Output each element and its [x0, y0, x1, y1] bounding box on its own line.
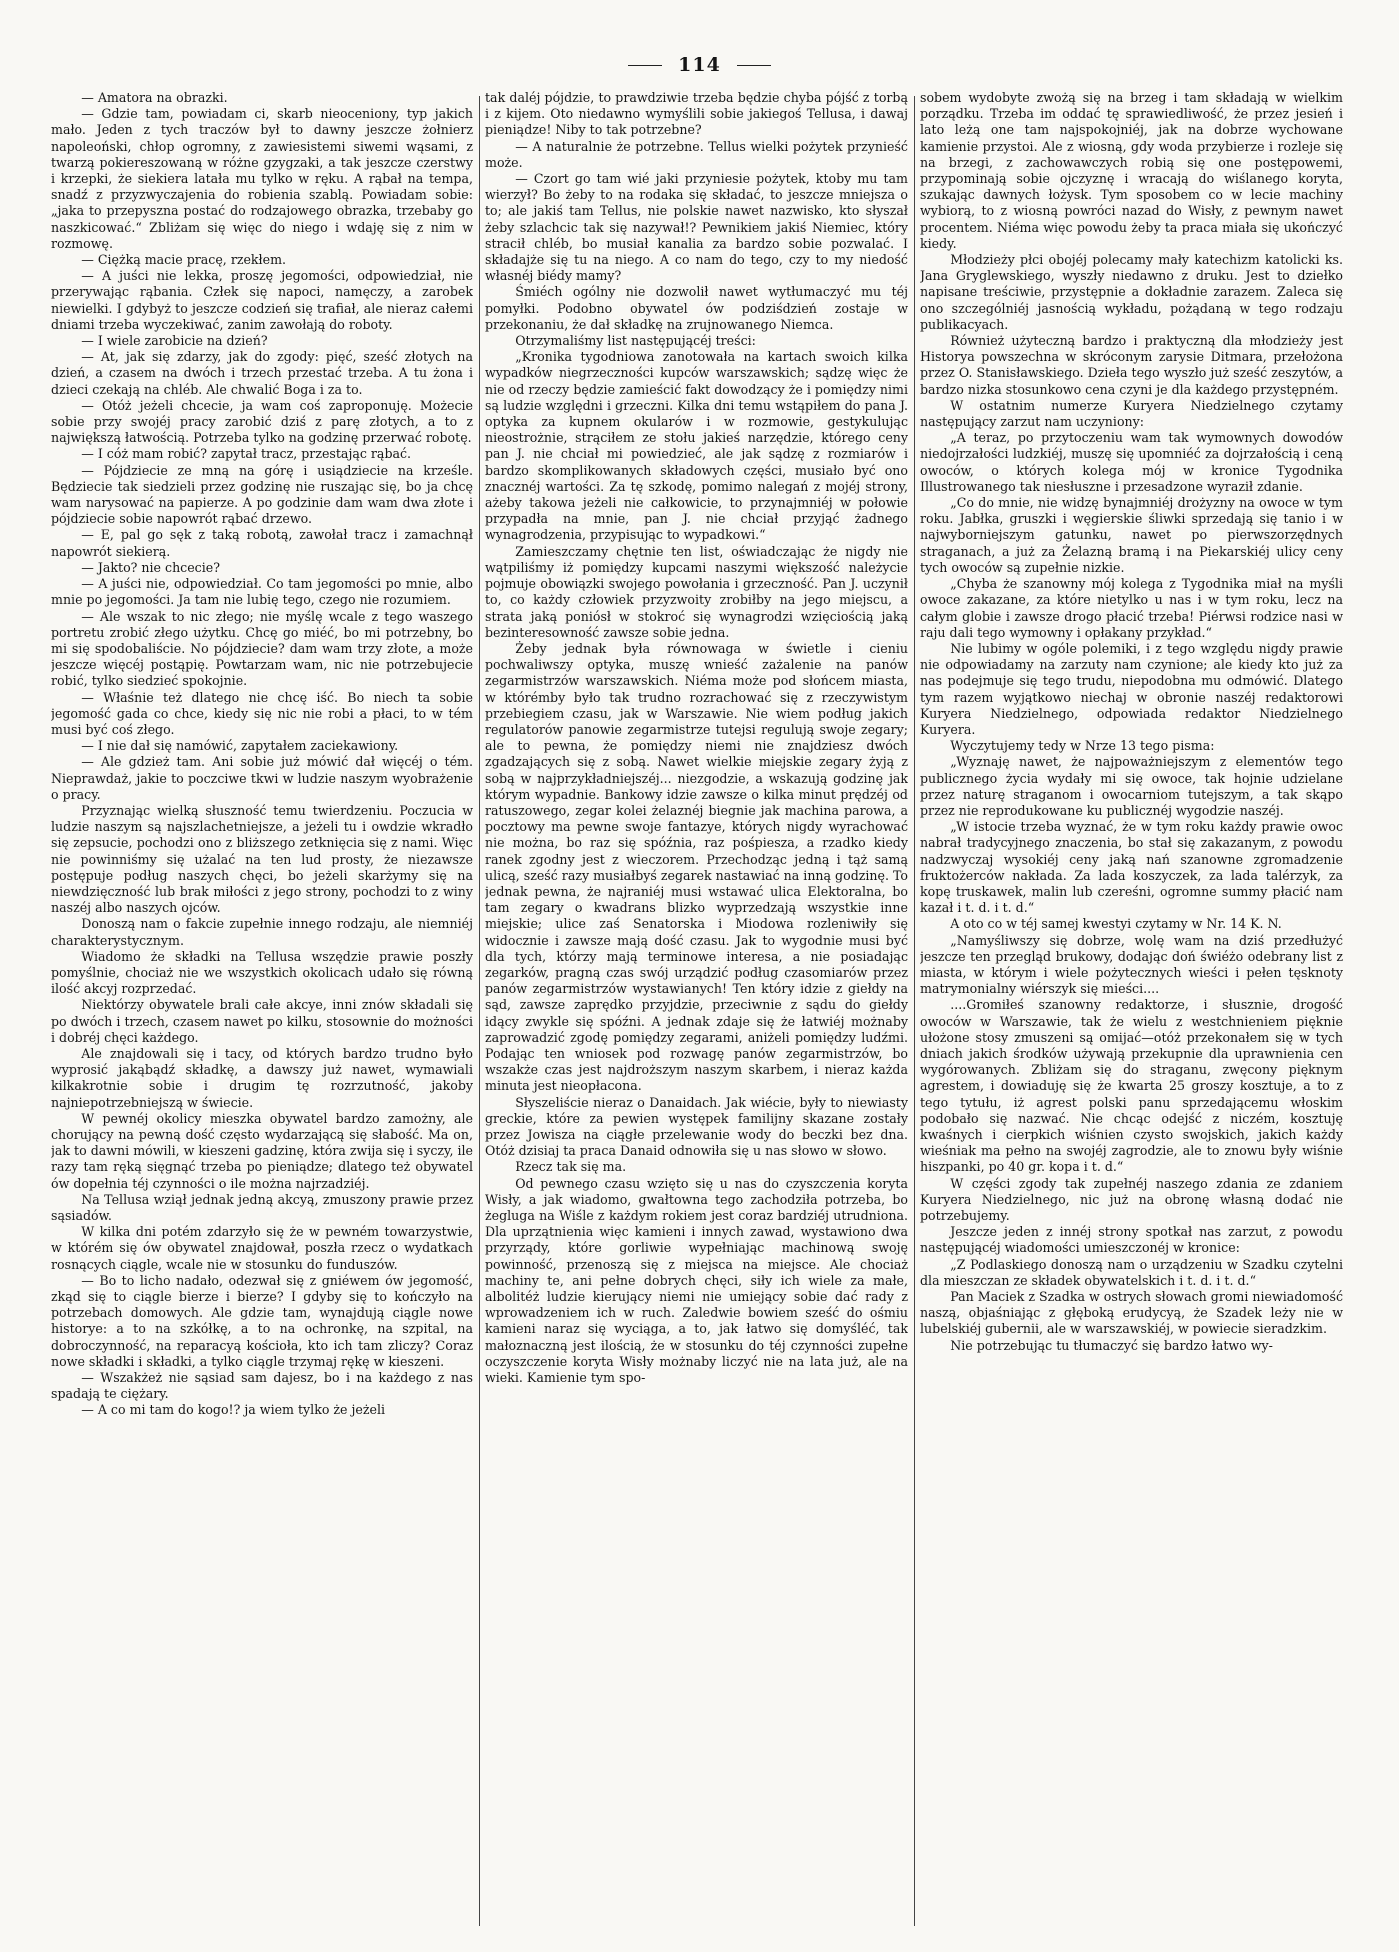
paragraph: — Amatora na obrazki.: [81, 90, 228, 105]
paragraph: „Chyba że szanowny mój kolega z Tygodnika miał na myśli owoce zakazane, za które nietylko u nas i w tym roku, lecz na całym globie i zawsze drogo płacić trzeba! Piérwsi rodzice nasi w raju dali tego wymowny i opłakany przykład.“: [920, 576, 1343, 640]
paragraph: Słyszeliście nieraz o Danaidach. Jak wiécie, były to niewiasty greckie, które za pewien występek familijny skazane zostały przez Jowisza na ciągłe przelewanie wody do beczki bez dna. Otóż dzisiaj ta praca Danaid odnowiła się u nas słowo w słowo.: [485, 1094, 908, 1159]
paragraph: — Wszakżeż nie sąsiad sam dajesz, bo i na każdego z nas spadają te ciężary.: [51, 1370, 473, 1402]
paragraph: sobem wydobyte zwożą się na brzeg i tam składają w wielkim porządku. Trzeba im oddać tę sprawiedliwość, że przez jesień i lato leżą one tam najspokojniéj, jak na dobrze wychowane kamienie przystoi. Ale z wiosną, gdy woda przybierze i rozleje się na brzegi, z zachowawczych robią się one postępowemi, przypominają sobie ojczyznę i wracają do wiślanego koryta, szukając dawnych łożysk. Tym sposobem co w lecie machiny wybiorą, to z wiosną powróci nazad do Wisły, z pewnym nawet procentem. Niéma więc powodu żeby ta praca miała się ukończyć kiedy.: [920, 90, 1343, 251]
paragraph: Rzecz tak się ma.: [515, 1159, 627, 1175]
paragraph: — Gdzie tam, powiadam ci, skarb nieoceniony, typ jakich mało. Jeden z tych traczów był to dawny jeszcze żołnierz napoleoński, chłop ogromny, z zawiesistemi siwemi wąsami, z twarzą pokiereszowaną w różne gzygzaki, a tak jeszcze czerstwy i krzepki, że siekiera latała mu tylko w ręku. A rąbał na tempa, snadź z przyzwyczajenia do robienia szablą. Powiadam sobie: „jaka to przepyszna postać do rodzajowego obrazka, trzebaby go naszkicować.“ Zbliżam się więc do niego i wdaję się z nim w rozmowę.: [51, 106, 473, 251]
paragraph: Niektórzy obywatele brali całe akcye, inni znów składali się po dwóch i trzech, czasem nawet po kilku, stosownie do możności i dobréj chęci każdego.: [51, 997, 473, 1045]
paragraph: — Bo to licho nadało, odezwał się z gniéwem ów jegomość, zkąd się to ciągle bierze i bierze? I gdyby się to kończyło na potrzebach domowych. Ale gdzie tam, wynajdują ciągle nowe historye: a to na szkółkę, a to na ochronkę, na szpital, na dobroczynność, na reparacyą kościoła, kto ich tam zliczy? Coraz nowe składki i składki, a tylko ciągle trzymaj rękę w kieszeni.: [51, 1272, 473, 1369]
paragraph: „Wyznaję nawet, że najpoważniejszym z elementów tego publicznego życia wydały mi się owoce, tak hojnie udzielane przez naturę straganom i owocarniom tutejszym, a tak skąpo przez nie reprodukowane ku publicznéj wygodzie naszéj.: [920, 754, 1343, 818]
paragraph: — Ale gdzież tam. Ani sobie już mówić dał więcéj o tém. Nieprawdaż, jakie to poczciwe tkwi w ludzie naszym wyobrażenie o pracy.: [51, 754, 473, 802]
paragraph: W pewnéj okolicy mieszka obywatel bardzo zamożny, ale chorujący na pewną dość często wydarzającą się słabość. Ma on, jak to dawni mówili, w kieszeni gadzinę, która zwija się i syczy, ile razy tam ręką sięgnąć trzeba po pieniądze; dlatego też obywatel ów dopełnia téj czynności o ile można najrzadziéj.: [51, 1110, 473, 1191]
paragraph: — I wiele zarobicie na dzień?: [81, 333, 268, 349]
column-divider: [914, 96, 915, 1926]
paragraph: Nie lubimy w ogóle polemiki, i z tego względu nigdy prawie nie odpowiadamy na zarzuty nam czynione; ale kiedy kto już za nas podejmuje się tego trudu, niepodobna mu odmówić. Dlatego tym razem wyjątkowo niechaj w obronie naszéj redaktorowi Kuryera Niedzielnego, odpowiada redaktor Niedzielnego Kuryera.: [920, 640, 1343, 737]
page-header: [0, 54, 1399, 76]
paragraph: — Jakto? nie chcecie?: [81, 559, 220, 575]
paragraph: W części zgody tak zupełnéj naszego zdania ze zdaniem Kuryera Niedzielnego, nic już na obronę własną dodać nie potrzebujemy.: [920, 1175, 1343, 1224]
paragraph: — I nie dał się namówić, zapytałem zaciekawiony.: [81, 738, 399, 754]
paragraph: Na Tellusa wziął jednak jedną akcyą, zmuszony prawie przez sąsiadów.: [51, 1191, 473, 1224]
paragraph: Żeby jednak była równowaga w świetle i cieniu pochwaliwszy optyka, muszę wnieść zażalenie na panów zegarmistrzów warszawskich. Niéma może pod słońcem miasta, w którémby było tak trudno rozrachować się z rzeczywistym przebiegiem czasu, jak w Warszawie. Nie wiem podług jakich regulatorów panowie zegarmistrze tutejsi regulują swoje zegary; ale to pewna, że pomiędzy niemi nie znajdziesz dwóch zgadzających się z sobą. Nawet wielkie miejskie zegary żyją z sobą w najprzykładniejszéj... niezgodzie, a wskazują godzinę jak którym wypadnie. Bankowy idzie zawsze o kilka minut prędzéj od ratuszowego, zegar kolei żelaznéj biegnie jak machina parowa, a pocztowy ma pewne swoje fantazye, których nigdy wyrachować nie można, bo raz się spóźnia, raz pośpiesza, a rzadko kiedy ranek zgodny jest z wieczorem. Przechodząc jedną i tąż samą ulicą, sześć razy musiałbyś zegarek nastawiać na inną godzinę. To jednak pewna, że najraniéj musi wstawać ulica Elektoralna, bo tam zegary o kwadrans blizko wyprzedzają wszystkie inne miejskie; ulice zaś Senatorska i Miodowa rozleniwiły się widocznie i zawsze mają dość czasu. Jak to wygodnie musi być dla tych, którzy mają terminowe interesa, a nie posiadając zegarków, pragną czas swój urządzić podług czasomiarów przez panów zegarmistrzów wystawianych! Ten który idzie z giełdy na sąd, zawsze zaprędko przyjdzie, przeciwnie z sądu do giełdy idący zwykle się spóźni. A jednak zdaje się że łatwiéj możnaby zaprowadzić zgodę pomiędzy zegarami, aniżeli pomiędzy ludźmi. Podając ten wniosek pod rozwagę panów zegarmistrzów, bo wszakże czas jest najdroższym naszym skarbem, i nieraz każda minuta jest nieopłacona.: [485, 640, 908, 1094]
paragraph: A oto co w téj samej kwestyi czytamy w Nr. 14 K. N.: [950, 916, 1282, 932]
paragraph: tak daléj pójdzie, to prawdziwie trzeba będzie chyba pójść z torbą i z kijem. Oto niedawno wymyślili sobie jakiegoś Tellusa, i dawaj pieniądze! Niby to tak potrzebne?: [485, 90, 908, 138]
paragraph: „W istocie trzeba wyznać, że w tym roku każdy prawie owoc nabrał tradycyjnego znaczenia, bo stał się zakazanym, z powodu nadzwyczaj wysokiéj ceny jaką nań szanowne zgromadzenie fruktożerców nakłada. Za lada koszyczek, za lada talérzyk, za kopę truskawek, malin lub czereśni, ogromne summy płacić nam kazał i t. d. i t. d.“: [920, 819, 1343, 916]
paragraph: „Z Podlaskiego donoszą nam o urządzeniu w Szadku czytelni dla mieszczan ze składek obywatelskich i t. d. i t. d.“: [920, 1256, 1343, 1288]
paragraph: Pan Maciek z Szadka w ostrych słowach gromi niewiadomość naszą, objaśniając z głęboką erudycyą, że Szadek leży nie w lubelskiéj gubernii, ale w warszawskiéj, w powiecie sieradzkim.: [920, 1289, 1343, 1337]
paragraph: — A naturalnie że potrzebne. Tellus wielki pożytek przynieść może.: [485, 138, 908, 170]
paragraph: — A co mi tam do kogo!? ja wiem tylko że jeżeli: [81, 1402, 386, 1418]
paragraph: Wyczytujemy tedy w Nrze 13 tego pisma:: [950, 738, 1215, 754]
paragraph: — Ale wszak to nic złego; nie myślę wcale z tego waszego portretu zrobić złego użytku. Chcę go miéć, bo mi potrzebny, bo mi się spodobaliście. No pójdziecie? dam wam trzy złote, a może jeszcze więcéj postąpię. Powtarzam wam, nic nie potrzebujecie robić, tylko siedzieć spokojnie.: [51, 608, 473, 689]
column-divider: [479, 96, 480, 1926]
paragraph: Przyznając wielką słuszność temu twierdzeniu. Poczucia w ludzie naszym są najszlachetniejsze, a jeżeli tu i owdzie wkradło się zepsucie, pochodzi ono z bliższego zetknięcia się z nami. Więc nie powinniśmy się użalać na ten lud prosty, że niezawsze postępuje podług naszych chęci, bo jeżeli skarżymy się na niewdzięczność lub brak miłości z jego strony, pochodzi to z winy naszéj albo naszych ojców.: [51, 802, 473, 916]
paragraph: „Kronika tygodniowa zanotowała na kartach swoich kilka wypadków niegrzeczności kupców warszawskich; sądzę więc że nie od rzeczy będzie zamieścić fakt dowodzący że i pomiędzy nimi są ludzie względni i grzeczni. Kilka dni temu wstąpiłem do pana J. optyka za kupnem okularów i w rozmowie, gestykulując nieostrożnie, strąciłem ze stołu jakieś narzędzie, którego ceny pan J. nie chciał mi powiedzieć, ale jak sądzę z rozmiarów i bardzo skomplikowanych składowych części, musiało być ono znacznéj wartości. Za tę szkodę, pomimo nalegań z mojéj strony, ażeby takowa jeżeli nie całkowicie, to przynajmniéj w połowie przypadła na mnie, pan J. nie chciał przyjąć żadnego wynagrodzenia, przypisując to wypadkowi.“: [485, 349, 908, 543]
paragraph: — Ciężką macie pracę, rzekłem.: [81, 252, 287, 268]
paragraph: — E, pal go sęk z taką robotą, zawołał tracz i zamachnął napowrót siekierą.: [51, 527, 473, 559]
paragraph: Nie potrzebując tu tłumaczyć się bardzo łatwo wy-: [950, 1337, 1273, 1353]
paragraph: W kilka dni potém zdarzyło się że w pewném towarzystwie, w którém się ów obywatel znajdował, poszła rzecz o wydatkach rosnących ciągle, wcale nie w stosunku do funduszów.: [51, 1224, 473, 1272]
paragraph: Ale znajdowali się i tacy, od których bardzo trudno było wyprosić jakąbądź składkę, a dawszy już nawet, wymawiali kilkakrotnie sobie i drugim tę rozrzutność, jakoby najniepotrzebniejszą w świecie.: [51, 1045, 473, 1110]
paragraph: — A juści nie lekka, proszę jegomości, odpowiedział, nie przerywając rąbania. Człek się napoci, namęczy, a zarobek niewielki. I gdybyż to jeszcze codzień się trafiał, ale nieraz całemi dniami trzeba wyczekiwać, zanim zawołają do roboty.: [51, 268, 473, 332]
paragraph: „Namyśliwszy się dobrze, wolę wam na dziś przedłużyć jeszcze ten przegląd brukowy, dodając doń świéżo odebrany list z miasta, w którym i wiele pożytecznych wieści i pełen tęsknoty matrymonialny wiérszyk się mieści....: [920, 932, 1343, 997]
header-rule-right: [737, 65, 771, 66]
paragraph: Donoszą nam o fakcie zupełnie innego rodzaju, ale niemniéj charakterystycznym.: [51, 916, 473, 948]
text-column-middle: [485, 90, 908, 1926]
text-column-right: [920, 90, 1343, 1926]
paragraph: „A teraz, po przytoczeniu wam tak wymownych dowodów niedojrzałości ludzkiéj, muszę się upomniéć za dojrzałością i ceną owoców, o których kolega mój w kronice Tygodnika Illustrowanego tak niesłuszne i przesadzone wyraził zdanie.: [920, 430, 1343, 494]
paragraph: Śmiéch ogólny nie dozwolił nawet wytłumaczyć mu téj pomyłki. Podobno obywatel ów podziśdzień zostaje w przekonaniu, że dał składkę na zrujnowanego Niemca.: [485, 284, 908, 332]
paragraph: Również użyteczną bardzo i praktyczną dla młodzieży jest Historya powszechna w skróconym zarysie Ditmara, przełożona przez O. Stanisławskiego. Dzieła tego wyszło już sześć zeszytów, a bardzo nizka stosunkowo cena czyni je dla każdego przystępném.: [920, 333, 1343, 397]
text-column-left: [51, 90, 473, 1926]
paragraph: — Czort go tam wié jaki przyniesie pożytek, ktoby mu tam wierzył? Bo żeby to na rodaka się składać, to jeszcze mniejsza o to; ale jakiś tam Tellus, nie polskie nawet nazwisko, kto słyszał żeby szlachcic tak się nazywał!? Pewnikiem jakiś Niemiec, który stracił chléb, bo musiał kanalia za bardzo sobie pozwalać. I składajże się tu na niego. A co nam do tego, czy to my niedość własnéj biédy mamy?: [485, 171, 908, 284]
paragraph: W ostatnim numerze Kuryera Niedzielnego czytamy następujący zarzut nam uczyniony:: [920, 397, 1343, 430]
paragraph: — Pójdziecie ze mną na górę i usiądziecie na krześle. Będziecie tak siedzieli przez godzinę nie ruszając się, bo ja chcę wam narysować na papierze. A po godzinie dam wam dwa złote i pójdziecie sobie napowrót rąbać drzewo.: [51, 462, 473, 527]
paragraph: ....Gromiłeś szanowny redaktorze, i słusznie, drogość owoców w Warszawie, tak że wielu z westchnieniem pięknie ułożone stosy zmuszeni są omijać—otóż przekonałem się w tych dniach jakich środków używają przekupnie dla uprawnienia cen wygórowanych. Zbliżam się do straganu, zwęcony pięknym agrestem, i dowiaduję się że kwarta 25 groszy kosztuje, a to z tego tytułu, iż agrest polski panu sprzedającemu włoskim podobało się nazwać. Nie chcąc odejść z niczém, kosztuję kwaśnych i cierpkich wiśnien czysto swojskich, jakich każdy wieśniak ma pełno na swojéj zagrodzie, ale to znowu były wiśnie hiszpanki, po 40 gr. kopa i t. d.“: [920, 997, 1343, 1175]
page-number: 114: [678, 54, 721, 76]
paragraph: Jeszcze jeden z innéj strony spotkał nas zarzut, z powodu następującéj wiadomości umieszczonéj w kronice:: [920, 1224, 1343, 1256]
paragraph: Otrzymaliśmy list następującéj treści:: [515, 333, 756, 349]
paragraph: — Właśnie też dlatego nie chcę iść. Bo niech ta sobie jegomość gada co chce, kiedy się nic nie robi a płaci, to w tém musi być coś złego.: [51, 689, 473, 737]
paragraph: — I cóż mam robić? zapytał tracz, przestając rąbać.: [81, 446, 412, 462]
paragraph: — At, jak się zdarzy, jak do zgody: pięć, sześć złotych na dzień, a czasem na dwóch i trzech przestać trzeba. A tu żona i dzieci czekają na chléb. Ale chwalić Boga i za to.: [51, 349, 473, 397]
paragraph: Wiadomo że składki na Tellusa wszędzie prawie poszły pomyślnie, chociaż nie we wszystkich okolicach udało się równą ilość akcyj rozprzedać.: [51, 948, 473, 997]
paragraph: Młodzieży płci obojéj polecamy mały katechizm katolicki ks. Jana Gryglewskiego, wyszły niedawno z druku. Jest to dziełko napisane treściwie, przystępnie a dokładnie zarazem. Zaleca się ono szczególniéj jasnością wykładu, pożądaną w tego rodzaju publikacyach.: [920, 252, 1343, 332]
paragraph: Od pewnego czasu wzięto się u nas do czyszczenia koryta Wisły, a jak wiadomo, gwałtowna tego zachodziła potrzeba, bo żegluga na Wiśle z każdym rokiem jest coraz bardziéj utrudniona. Dla uprzątnienia więc kamieni i innych zawad, wystawiono dwa przyrządy, które gorliwie wypełniając machinową swoję powinność, przenoszą się z miejsca na miejsce. Ale chociaż machiny te, ani pełne dobrych chęci, siły ich wiele za małe, albolitéż ludzie kierujący niemi nie umiejący sobie dać rady z wprowadzeniem ich w ruch. Zaledwie bowiem sześć do ośmiu kamieni naraz się wyciąga, a to, jak łatwo się domyśléć, tak małoznaczną jest ilością, że w stosunku do téj czynności zupełne oczyszczenie koryta Wisły możnaby liczyć nie na lata już, ale na wieki. Kamienie tym spo-: [485, 1175, 908, 1386]
paragraph: Zamieszczamy chętnie ten list, oświadczając że nigdy nie wątpiliśmy iż pomiędzy kupcami naszymi większość należycie pojmuje obowiązki swojego powołania i grzeczność. Pan J. uczynił to, co każdy człowiek przyzwoity zrobiłby na jego miejscu, a strata jaką poniósł w stokroć się wynagrodzi wzięciością jaką bezinteresowność zawsze sobie jedna.: [485, 543, 908, 640]
paragraph: — A juści nie, odpowiedział. Co tam jegomości po mnie, albo mnie po jegomości. Ja tam nie lubię tego, czego nie rozumiem.: [51, 576, 473, 608]
paragraph: — Otóż jeżeli chcecie, ja wam coś zaproponuję. Możecie sobie przy swojéj pracy zarobić dziś z parę złotych, a to z największą łatwością. Potrzeba tylko na godzinę przerwać robotę.: [51, 397, 473, 446]
header-rule-left: [628, 65, 662, 66]
paragraph: „Co do mnie, nie widzę bynajmniéj drożyzny na owoce w tym roku. Jabłka, gruszki i węgierskie śliwki sprzedają się tanio i w najwyborniejszym gatunku, nawet po pierwszorzędnych straganach, a już za Żelazną bramą i na Piekarskiéj ulicy ceny tych owoców są zupełnie nizkie.: [920, 495, 1343, 575]
